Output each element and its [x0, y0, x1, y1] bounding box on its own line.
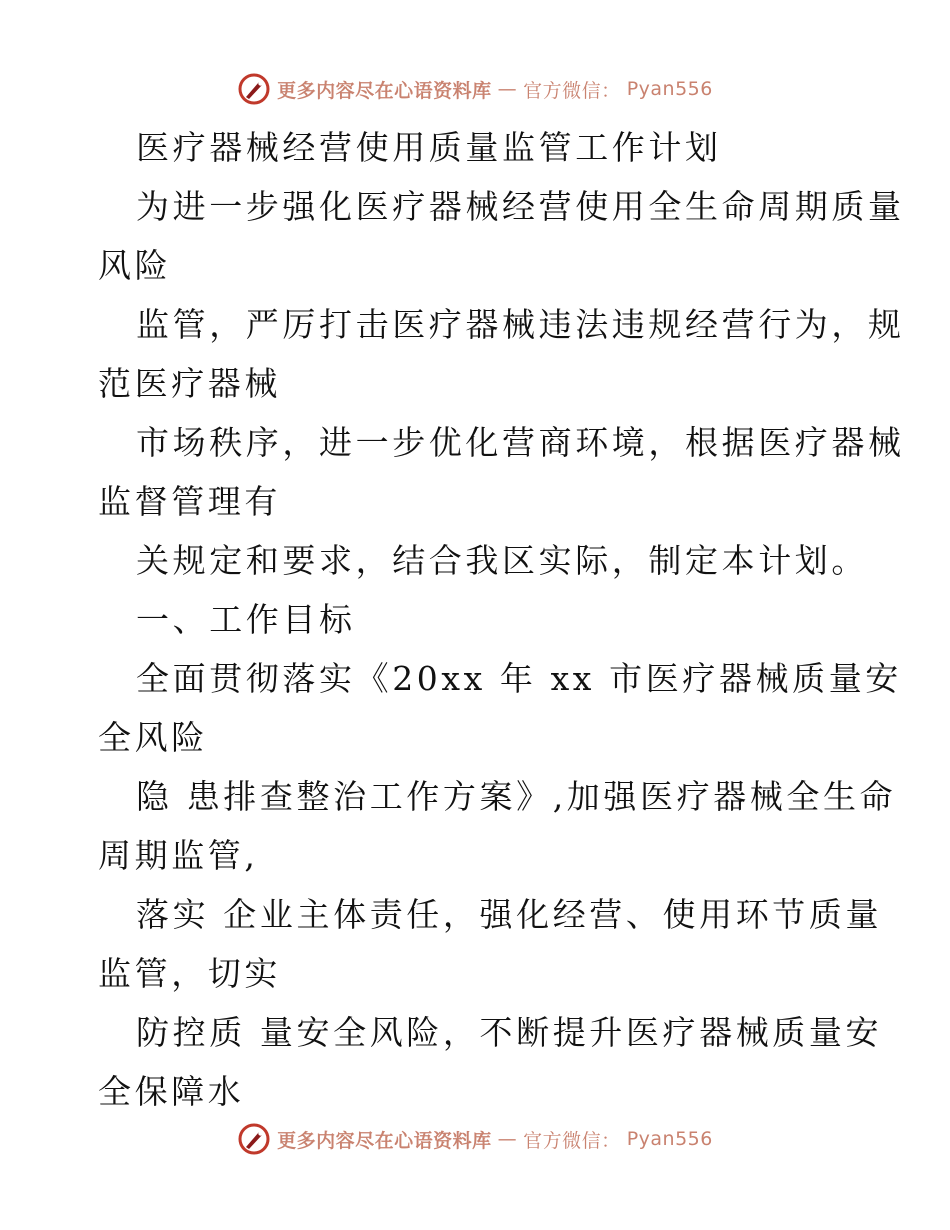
- doc-line: 市场秩序，进一步优化营商环境，根据医疗器械: [136, 423, 905, 462]
- doc-line: 周期监管,: [98, 836, 259, 875]
- doc-line: 为进一步强化医疗器械经营使用全生命周期质量: [136, 187, 905, 226]
- pen-logo-icon: [237, 1122, 271, 1156]
- doc-line: 关规定和要求，结合我区实际，制定本计划。: [136, 541, 868, 580]
- doc-line: 全保障水: [98, 1072, 245, 1111]
- doc-line: 全面贯彻落实《20xx 年 xx 市医疗器械质量安: [136, 659, 902, 698]
- doc-line: 防控质 量安全风险，不断提升医疗器械质量安: [136, 1013, 883, 1052]
- section-heading: 一、工作目标: [136, 600, 356, 639]
- watermark-wechat-id: Pyan556: [626, 78, 713, 100]
- doc-line: 隐 患排查整治工作方案》,加强医疗器械全生命: [136, 777, 897, 816]
- watermark-dash: —: [497, 78, 518, 100]
- footer-watermark: [0, 1122, 950, 1156]
- doc-line: 风险: [98, 246, 172, 285]
- header-watermark: [0, 72, 950, 106]
- doc-line: 监管，严厉打击医疗器械违法违规经营行为，规: [136, 305, 905, 344]
- doc-line: 全风险: [98, 718, 208, 757]
- pen-logo-icon: [237, 72, 271, 106]
- doc-line: 落实 企业主体责任，强化经营、使用环节质量: [136, 895, 883, 934]
- watermark-text: 更多内容尽在心语资料库: [277, 1129, 492, 1152]
- watermark-text: 更多内容尽在心语资料库: [277, 79, 492, 102]
- doc-line: 监督管理有: [98, 482, 281, 521]
- watermark-wechat-label: 官方微信：: [523, 79, 621, 102]
- watermark-wechat-id: Pyan556: [626, 1128, 713, 1150]
- doc-line: 监管，切实: [98, 954, 281, 993]
- doc-line: 范医疗器械: [98, 364, 281, 403]
- doc-title: 医疗器械经营使用质量监管工作计划: [136, 128, 722, 167]
- watermark-dash: —: [497, 1128, 518, 1150]
- watermark-wechat-label: 官方微信：: [523, 1129, 621, 1152]
- document-body: [98, 118, 905, 1121]
